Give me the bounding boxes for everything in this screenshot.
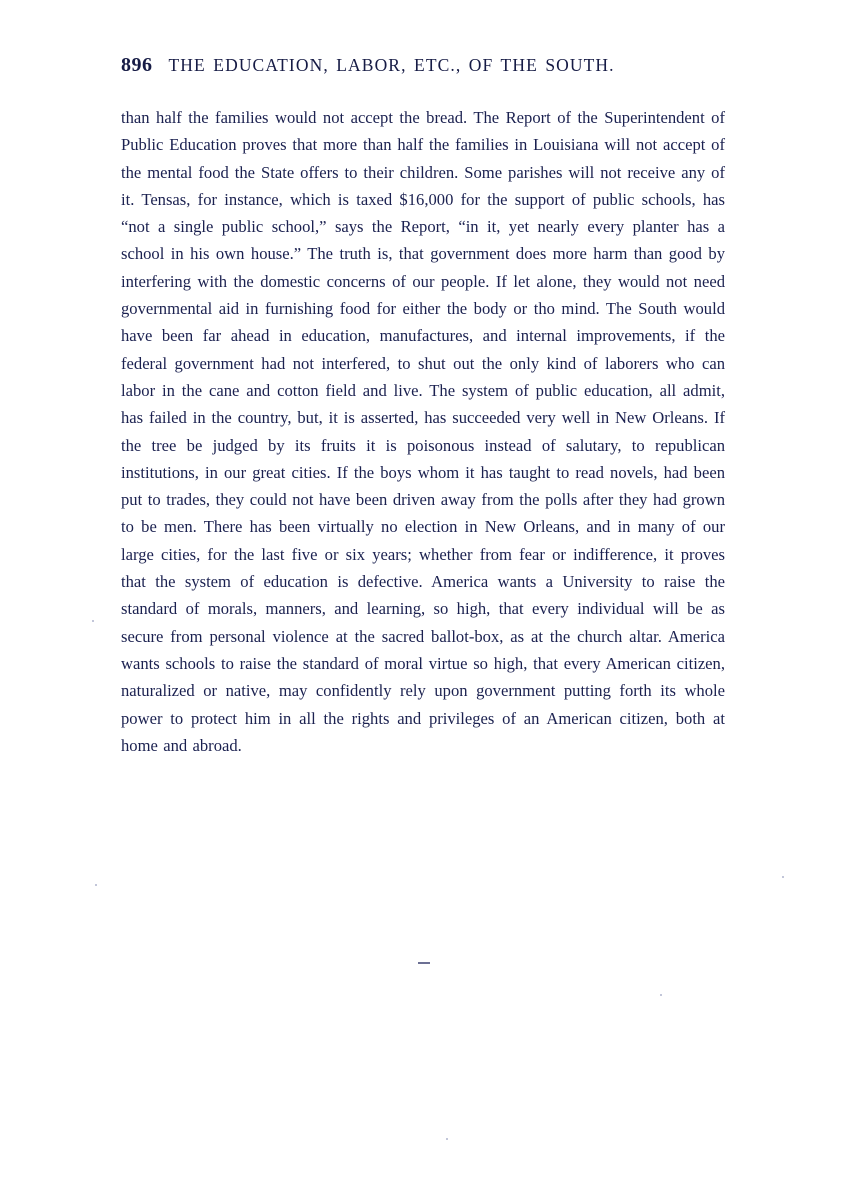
page-number: 896 <box>121 54 153 76</box>
running-head: THE EDUCATION, LABOR, ETC., OF THE SOUTH. <box>168 55 615 75</box>
paragraph: than half the families would not accept the bread. The Report of the Superintendent of Public Education proves that more than half the families in Louisiana will not accept of the mental food the State offers to their children. Some parishes will not receive any of it. Tensas, for instance, which is taxed $16,000 for the support of public schools, has “not a single public school,” says the Report, “in it, yet nearly every planter has a school in his own house.” The truth is, that government does more harm than good by interfering with the domestic concerns of our people. If let alone, they would not need governmental aid in furnishing food for either the body or tho mind. The South would have been far ahead in education, manufactures, and internal improvements, if the federal government had not interfered, to shut out the only kind of laborers who can labor in the cane and cotton field and live. The system of public education, all admit, has failed in the country, but, it is asserted, has succeeded very well in New Orleans. If the tree be judged by its fruits it is poisonous instead of salutary, to republican institutions, in our great cities. If the boys whom it has taught to read novels, had been put to trades, they could not have been driven away from the polls after they had grown to be men. There has been virtually no election in New Orleans, and in many of our large cities, for the last five or six years; whether from fear or indifference, it proves that the system of education is defective. America wants a University to raise the standard of morals, manners, and learning, so high, that every individual will be as secure from personal violence at the sacred ballot-box, as at the church altar. America wants schools to raise the standard of moral virtue so high, that every American citizen, naturalized or native, may confidently rely upon government putting forth its whole power to protect him in all the rights and privileges of an American citizen, both at home and abroad. <box>121 108 725 755</box>
page-header <box>121 54 736 77</box>
page-speck <box>660 994 662 996</box>
page-speck <box>782 876 784 878</box>
dash-mark <box>418 962 430 964</box>
body-text <box>121 104 725 759</box>
page-speck <box>92 620 94 622</box>
page-speck <box>446 1138 448 1140</box>
page-speck <box>95 884 97 886</box>
